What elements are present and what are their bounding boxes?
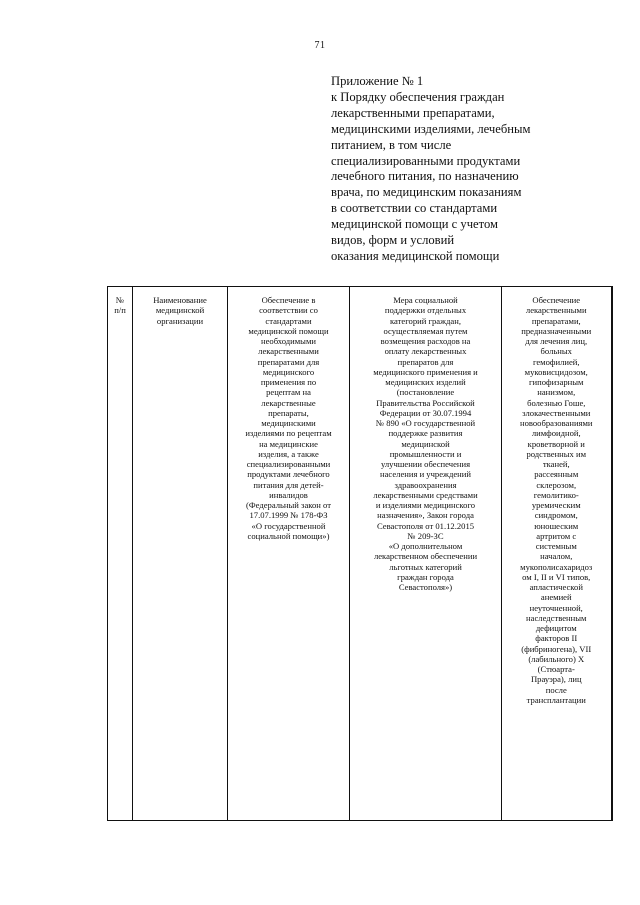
header-cell-number — [108, 287, 133, 821]
cell-line: мукополисахаридоз — [520, 561, 593, 572]
cell-line: социальной помощи») — [247, 530, 330, 541]
cell-line: организации — [156, 315, 204, 326]
appendix-heading — [331, 74, 631, 265]
cell-line: специализированными — [246, 459, 331, 469]
cell-line: новообразованиями — [519, 418, 593, 428]
cell-line: здравоохранения — [394, 479, 457, 490]
cell-line: медицинской — [155, 305, 205, 316]
header-cell-special-drugs — [502, 287, 612, 821]
cell-line: поддержке развития — [388, 428, 463, 439]
cell-line: гемолитико- — [533, 489, 579, 500]
page-number: 71 — [314, 40, 326, 51]
cell-line: апластической — [529, 582, 583, 592]
cell-line: Федерации от 30.07.1994 — [379, 407, 472, 418]
cell-line: рассеянным — [534, 469, 579, 480]
cell-line: предназначенными — [521, 325, 592, 336]
cell-line: трансплантации — [526, 694, 586, 705]
cell-line: № — [115, 295, 125, 305]
cell-line: дефицитом — [535, 623, 577, 633]
cell-line: применения по — [260, 377, 317, 387]
table-row — [108, 287, 612, 821]
cell-line: медицинской помощи — [248, 325, 329, 336]
cell-line: Обеспечение в — [261, 295, 316, 305]
cell-line: неуточненной, — [529, 602, 583, 613]
cell-line: анемией — [540, 592, 572, 603]
cell-line: синдромом, — [534, 510, 578, 521]
cell-line: препараты, — [268, 407, 309, 418]
appendix-line: к Порядку обеспечения граждан — [331, 89, 505, 104]
cell-line: Севастополя от 01.12.2015 — [376, 520, 475, 531]
cell-line: лекарственном обеспечении — [373, 551, 478, 562]
cell-line: Севастополя») — [398, 582, 453, 592]
cell-line: артритом с — [536, 530, 577, 541]
cell-line: препаратами для — [257, 356, 320, 367]
cell-line: (Федеральный закон от — [246, 500, 331, 510]
appendix-line: врача, по медицинским показаниям — [331, 185, 522, 200]
provision-table — [107, 286, 613, 821]
cell-line: Наименование — [153, 295, 207, 305]
cell-line: тканей, — [542, 459, 570, 469]
cell-line: (Стюарта- — [537, 664, 575, 674]
cell-line: медицинского применения и — [373, 366, 478, 377]
cell-line: больных — [540, 346, 572, 357]
appendix-line: лекарственными препаратами, — [331, 105, 495, 120]
cell-line: для лечения лиц, — [525, 336, 588, 346]
cell-line: промышленности и — [389, 448, 462, 459]
cell-line: ом I, II и VI типов, — [522, 571, 591, 582]
cell-line: стандартами — [265, 315, 312, 326]
cell-line: гипофизарным — [528, 377, 584, 387]
cell-line: рецептам на — [266, 387, 311, 398]
cell-line: муковисцидозом, — [524, 366, 588, 377]
cell-line: питания для детей- — [253, 479, 324, 490]
cell-line: кроветворной и — [527, 438, 585, 449]
cell-line: населения и учреждений — [380, 469, 471, 480]
appendix-line: видов, форм и условий — [331, 233, 455, 248]
cell-line: граждан города — [397, 571, 454, 582]
cell-line: соответствии со — [259, 305, 318, 316]
cell-line: № 209-ЗС — [407, 530, 444, 541]
cell-line: медицинскими — [261, 418, 316, 428]
cell-line: склерозом, — [536, 479, 577, 490]
appendix-line: в соответствии со стандартами — [331, 201, 498, 216]
cell-line: возмещения расходов на — [380, 336, 471, 346]
cell-line: после — [545, 684, 567, 695]
appendix-line: лечебного питания, по назначению — [331, 169, 519, 184]
cell-line: 17.07.1999 № 178-ФЗ — [249, 510, 328, 521]
appendix-line: оказания медицинской помощи — [331, 248, 500, 263]
cell-line: льготных категорий — [389, 561, 462, 572]
cell-line: (фибриногена), VII — [521, 643, 592, 654]
cell-line: Прауэра), лиц — [530, 674, 582, 685]
cell-line: лекарственные — [261, 397, 316, 408]
cell-line: лимфоидной, — [531, 428, 581, 439]
cell-line: необходимыми — [261, 336, 316, 346]
cell-line: медицинского — [262, 366, 315, 377]
cell-line: уремическим — [531, 500, 581, 510]
cell-line: факторов II — [535, 633, 578, 644]
cell-line: лекарственными — [525, 305, 587, 316]
cell-line: Мера социальной — [393, 295, 458, 305]
cell-line: осуществляемая путем — [383, 325, 468, 336]
cell-line: нанизмом, — [537, 387, 576, 398]
cell-line: «О дополнительном — [388, 541, 463, 551]
cell-line: № 890 «О государственной — [375, 418, 476, 428]
cell-line: гемофилией, — [532, 356, 580, 367]
cell-line: и изделиями медицинского — [375, 500, 476, 510]
cell-line: системным — [535, 541, 577, 551]
appendix-line: специализированными продуктами — [331, 153, 521, 168]
cell-line: медицинской — [401, 438, 450, 449]
cell-line: на медицинские — [259, 438, 318, 449]
cell-line: (постановление — [396, 387, 455, 398]
cell-line: болезнью Гоше, — [527, 397, 586, 408]
appendix-line: медицинскими изделиями, лечебным — [331, 121, 531, 136]
cell-line: препаратов для — [397, 356, 454, 367]
cell-line: лекарственными средствами — [373, 489, 478, 500]
cell-line: злокачественными — [522, 407, 591, 418]
header-cell-social-support — [350, 287, 502, 821]
cell-line: категорий граждан, — [390, 315, 461, 326]
cell-line: препаратами, — [531, 315, 581, 326]
cell-line: продуктами лечебного — [247, 469, 330, 480]
cell-line: инвалидов — [269, 489, 308, 500]
cell-line: лекарственными — [258, 346, 319, 357]
cell-line: медицинских изделий — [385, 377, 466, 387]
cell-line: (лабильного) X — [528, 653, 585, 664]
cell-line: родственных им — [526, 448, 587, 459]
cell-line: юношеским — [534, 520, 579, 531]
cell-line: «О государственной — [251, 520, 326, 531]
cell-line: Правительства Российской — [376, 397, 475, 408]
appendix-line: медицинской помощи с учетом — [331, 217, 498, 232]
header-cell-organization — [133, 287, 228, 821]
cell-line: наследственным — [526, 612, 587, 623]
cell-line: п/п — [114, 305, 126, 316]
cell-line: Обеспечение — [532, 295, 581, 305]
cell-line: изделиями по рецептам — [245, 428, 332, 439]
cell-line: изделия, а также — [258, 448, 319, 459]
appendix-line: Приложение № 1 — [331, 74, 424, 88]
cell-line: назначения», Закон города — [377, 510, 474, 521]
cell-line: оплату лекарственных — [384, 346, 467, 357]
appendix-line: питанием, в том числе — [331, 137, 452, 152]
cell-line: улучшении обеспечения — [380, 459, 471, 469]
header-cell-standards-provision — [228, 287, 350, 821]
cell-line: поддержки отдельных — [384, 305, 467, 316]
cell-line: началом, — [540, 551, 573, 562]
